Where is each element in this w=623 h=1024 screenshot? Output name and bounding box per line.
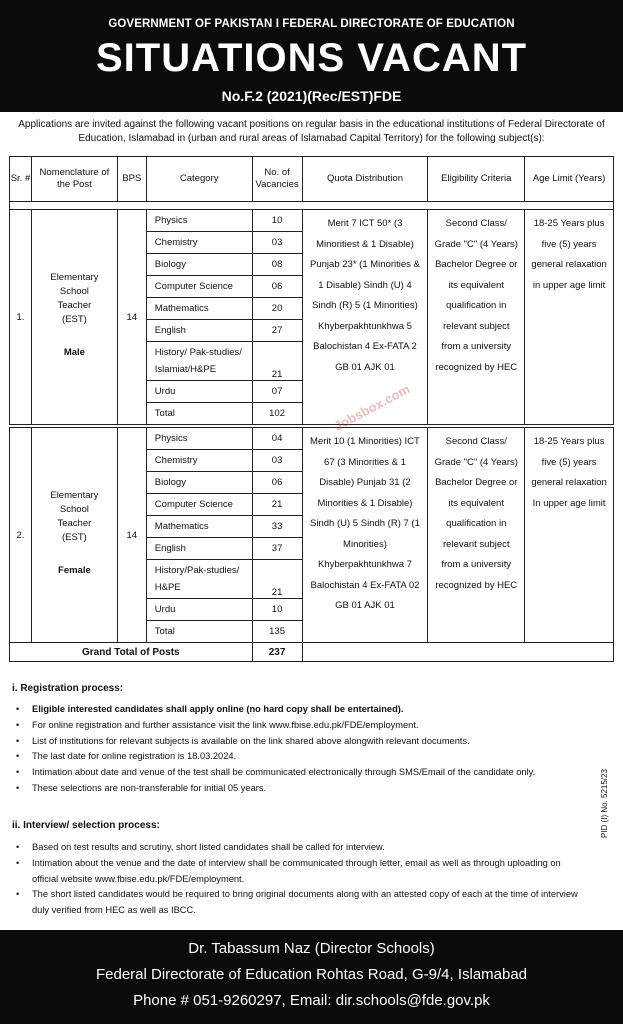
header-sr: Sr. # [10,157,32,202]
age-cell: 18-25 Years plus five (5) years general relaxation In upper age limit [525,428,614,643]
table-row [10,428,614,450]
page-title: SITUATIONS VACANT [95,36,528,80]
subject-cell: Total [146,403,252,425]
vacancy-cell: 102 [252,403,302,425]
vacancy-cell: 20 [252,298,302,320]
list-item: • These selections are non-transferable for initial 05 years. [18,781,598,797]
grand-total-row [10,643,614,662]
vacancy-cell: 08 [252,254,302,276]
registration-item-1: Eligible interested candidates shall apply online (no hard copy shall be entertained). [32,704,404,714]
registration-heading: i. Registration process: [12,683,124,694]
vacancy-cell: 04 [252,428,302,450]
grand-total-value: 237 [252,643,302,662]
footer-name: Dr. Tabassum Naz (Director Schools) [188,940,435,957]
subject-cell: Biology [146,472,252,494]
subject-cell: Urdu [146,599,252,621]
vacancy-cell: 135 [252,621,302,643]
registration-list [18,702,598,797]
quota-cell: Merit 10 (1 Minorities) ICT 67 (3 Minorities & 1 Disable) Punjab 31 (2 Minorities & 1 Disable) Sindh (U) 5 Sindh (R) 7 (1 Minorities) Khyberpakhtunkhwa 7 Balochistan 4 Ex-FATA 02 GB 01 AJK 01 [302,428,428,643]
interview-list [18,840,583,919]
vacancy-cell: 06 [252,276,302,298]
list-item: • Intimation about the venue and the date of interview shall be communicated through letter, email as well as through uploading on official website www.fbise.edu.pk/FDE/employment. [18,856,583,888]
subject-cell: Computer Science [146,276,252,298]
vacancy-cell: 06 [252,472,302,494]
subject-cell: Physics [146,428,252,450]
post-gender: Male [63,346,85,358]
spacer-row [10,202,614,210]
subject-cell: Chemistry [146,232,252,254]
list-item: • The short listed candidates would be required to bring original documents along with an attested copy of each at the time of interview duly verified from HEC as well as IBCC. [18,887,583,919]
vacancy-cell: 03 [252,232,302,254]
subject-cell: Total [146,621,252,643]
post-cell [31,210,117,425]
vacancy-cell: 27 [252,320,302,342]
bps-cell: 14 [117,210,146,425]
header-age: Age Limit (Years) [525,157,614,202]
sr-cell: 2. [10,428,32,643]
sr-cell: 1. [10,210,32,425]
subject-cell: History/ Pak-studies/ Islamiat/H&PE [146,342,252,381]
post-name: Elementary School Teacher (EST) [50,271,99,325]
vacancy-cell: 21 [252,342,302,381]
footer-banner [0,930,623,1024]
subject-cell: Urdu [146,381,252,403]
header-quota: Quota Distribution [302,157,428,202]
reference-number: No.F.2 (2021)(Rec/EST)FDE [221,88,402,104]
header-eligibility: Eligibility Criteria [428,157,525,202]
post-cell [31,428,117,643]
interview-heading: ii. Interview/ selection process: [12,820,160,831]
vacancy-cell: 21 [252,560,302,599]
age-cell: 18-25 Years plus five (5) years general relaxation in upper age limit [525,210,614,425]
vacancy-cell: 37 [252,538,302,560]
list-item: • Intimation about date and venue of the test shall be communicated electronically through SMS/Email of the candidate only. [18,765,598,781]
post-name: Elementary School Teacher (EST) [50,489,99,543]
quota-cell: Merit 7 ICT 50* (3 Minoritiest & 1 Disable) Punjab 23* (1 Minorities & 1 Disable) Sindh (U) 4 Sindh (R) 5 (1 Minorities) Khyberpakhtunkhwa 5 Balochistan 4 Ex-FATA 2 GB 01 AJK 01 [302,210,428,425]
list-item: • The last date for online registration is 18.03.2024. [18,749,598,765]
post-gender: Female [58,564,91,576]
watermark: Jobsbox.com [331,381,413,434]
eligibility-cell: Second Class/ Grade "C" (4 Years) Bachelor Degree or its equivalent qualification in relevant subject from a university recognized by HEC [428,428,525,643]
table-row [10,210,614,232]
header-category: Category [146,157,252,202]
grand-total-label: Grand Total of Posts [10,643,253,662]
subject-cell: Physics [146,210,252,232]
subject-cell: English [146,320,252,342]
pid-number: PID (I) No. 5215/23 [600,769,609,838]
bps-cell: 14 [117,428,146,643]
eligibility-cell: Second Class/ Grade "C" (4 Years) Bachelor Degree or its equivalent qualification in relevant subject from a university recognized by HEC [428,210,525,425]
header-banner [0,0,623,112]
subject-cell: Computer Science [146,494,252,516]
government-line: GOVERNMENT OF PAKISTAN I FEDERAL DIRECTORATE OF EDUCATION [108,18,515,30]
table-header-row [10,157,614,202]
list-item: • Based on test results and scrutiny, short listed candidates shall be called for interview. [18,840,583,856]
grand-total-empty [302,643,613,662]
subject-cell: Biology [146,254,252,276]
vacancy-cell: 21 [252,494,302,516]
subject-cell: English [146,538,252,560]
subject-cell: Mathematics [146,298,252,320]
list-item [18,702,598,718]
header-bps: BPS [117,157,146,202]
footer-address: Federal Directorate of Education Rohtas Road, G-9/4, Islamabad [95,966,528,983]
vacancy-cell: 03 [252,450,302,472]
vacancy-cell: 07 [252,381,302,403]
vacancy-table [9,156,614,662]
subject-cell: Mathematics [146,516,252,538]
footer-contact: Phone # 051-9260297, Email: dir.schools@fde.gov.pk [133,992,490,1009]
vacancy-cell: 10 [252,210,302,232]
list-item: • List of institutions for relevant subjects is available on the link shared above alongwith relevant documents. [18,734,598,750]
header-post: Nomenclature of the Post [31,157,117,202]
subject-cell: Chemistry [146,450,252,472]
header-vacancies: No. of Vacancies [252,157,302,202]
list-item: • For online registration and further assistance visit the link www.fbise.edu.pk/FDE/employment. [18,718,598,734]
vacancy-cell: 10 [252,599,302,621]
intro-text: Applications are invited against the following vacant positions on regular basis in the educational institutions of Federal Directorate of Education, Islamabad in (urban and rural areas of Islamabad Capital Territory) for the following subject(s): [18,119,605,144]
subject-cell: History/Pak-studies/ H&PE [146,560,252,599]
vacancy-cell: 33 [252,516,302,538]
